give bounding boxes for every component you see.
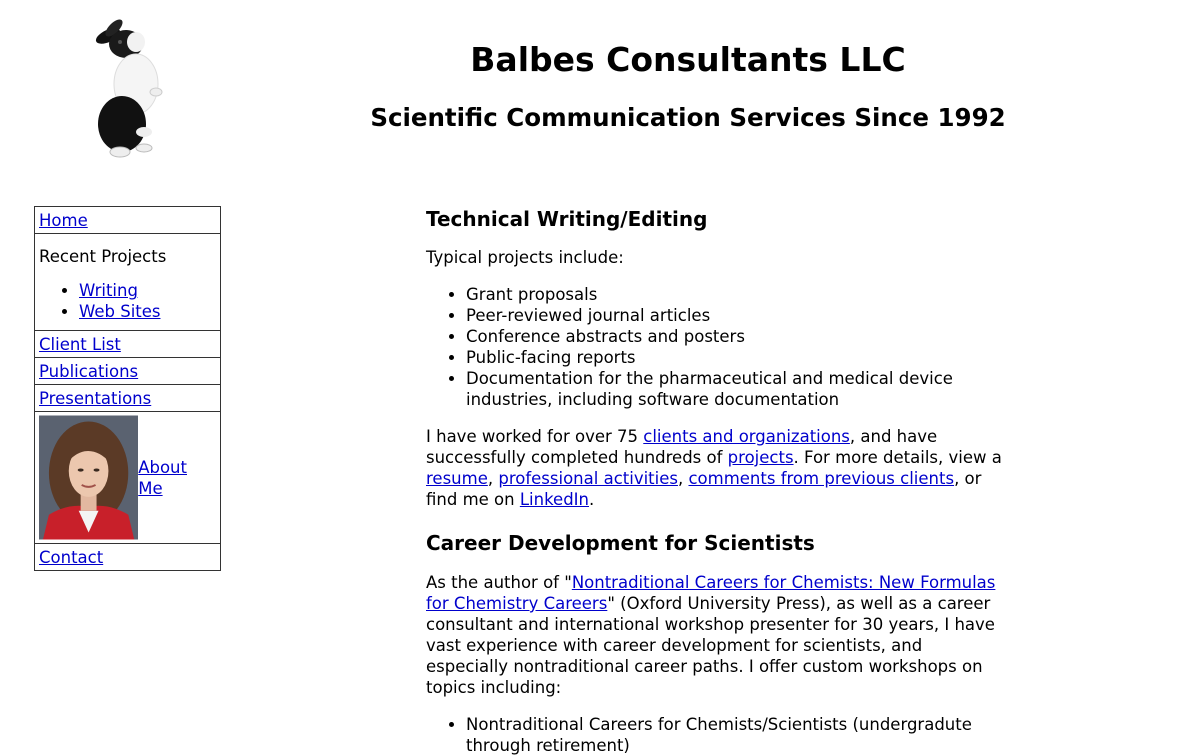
text-span: . [589, 490, 595, 509]
link-resume[interactable]: resume [426, 469, 488, 488]
nav-cell-home [35, 207, 221, 234]
list-item [79, 301, 216, 322]
text-span: I have worked for over 75 [426, 427, 644, 446]
link-projects[interactable]: projects [727, 448, 794, 467]
section-heading-technical-writing: Technical Writing/Editing [426, 207, 708, 231]
text-span: , or find me on [426, 469, 982, 509]
text-span: , and have successfully completed hundreds of [426, 427, 938, 467]
text-span: As the author of " [426, 573, 572, 592]
nav-cell-publications [35, 358, 221, 385]
nav-cell-recent-projects [35, 234, 221, 331]
section-heading-career-development: Career Development for Scientists [426, 531, 815, 555]
typical-projects-list [426, 284, 1006, 410]
text-span: " (Oxford University Press), as well as a career consultant and international workshop presenter for 30 years, I have vast experience with career development for scientists, and especially nontraditional career paths. I offer custom workshops on topics including: [426, 594, 995, 697]
nav-link-writing[interactable]: Writing [79, 281, 138, 300]
nav-link-home[interactable]: Home [39, 211, 88, 230]
list-item: • Documentation for the pharmaceutical and medical device industries, including software documentation [466, 368, 1006, 410]
site-title: Balbes Consultants LLC [470, 40, 906, 79]
text-span: , [677, 469, 689, 488]
link-professional-activities[interactable]: professional activities [498, 469, 678, 488]
typical-projects-intro: Typical projects include: [426, 248, 624, 267]
nav-cell-client-list [35, 331, 221, 358]
link-book-title[interactable]: Nontraditional Careers for Chemists: New Formulas for Chemistry Careers [426, 573, 996, 613]
nav-cell-about-me [35, 412, 221, 544]
career-paragraph [426, 572, 1006, 698]
nav-link-presentations[interactable]: Presentations [39, 389, 152, 408]
workshop-topics-list [426, 714, 1006, 756]
link-linkedin[interactable]: LinkedIn [519, 490, 589, 509]
nav-link-client-list[interactable]: Client List [39, 335, 121, 354]
link-comments-from-previous-clients[interactable]: comments from previous clients [688, 469, 955, 488]
list-item: • Public-facing reports [466, 347, 1006, 368]
nav-table [34, 206, 221, 571]
list-item: • Conference abstracts and posters [466, 326, 1006, 347]
main-content [426, 206, 1006, 756]
rabbit-logo [92, 14, 172, 160]
text-span: , [487, 469, 499, 488]
text-span: . For more details, view a [793, 448, 1002, 467]
nav-link-web-sites[interactable]: Web Sites [79, 302, 161, 321]
recent-projects-list [39, 280, 216, 322]
recent-projects-heading: Recent Projects [39, 247, 167, 266]
nav-cell-presentations [35, 385, 221, 412]
list-item: • Peer-reviewed journal articles [466, 305, 1006, 326]
clients-paragraph [426, 426, 1006, 510]
link-clients-and-organizations[interactable]: clients and organizations [643, 427, 850, 446]
nav-cell-contact [35, 544, 221, 571]
list-item: • Grant proposals [466, 284, 1006, 305]
nav-link-publications[interactable]: Publications [39, 362, 139, 381]
nav-link-about-me[interactable]: About Me [138, 457, 187, 498]
portrait-photo [39, 415, 138, 540]
site-subtitle: Scientific Communication Services Since 1992 [370, 103, 1006, 132]
nav-link-contact[interactable]: Contact [39, 548, 104, 567]
list-item: • Nontraditional Careers for Chemists/Scientists (undergradute through retirement) [466, 714, 1006, 756]
list-item [79, 280, 216, 301]
